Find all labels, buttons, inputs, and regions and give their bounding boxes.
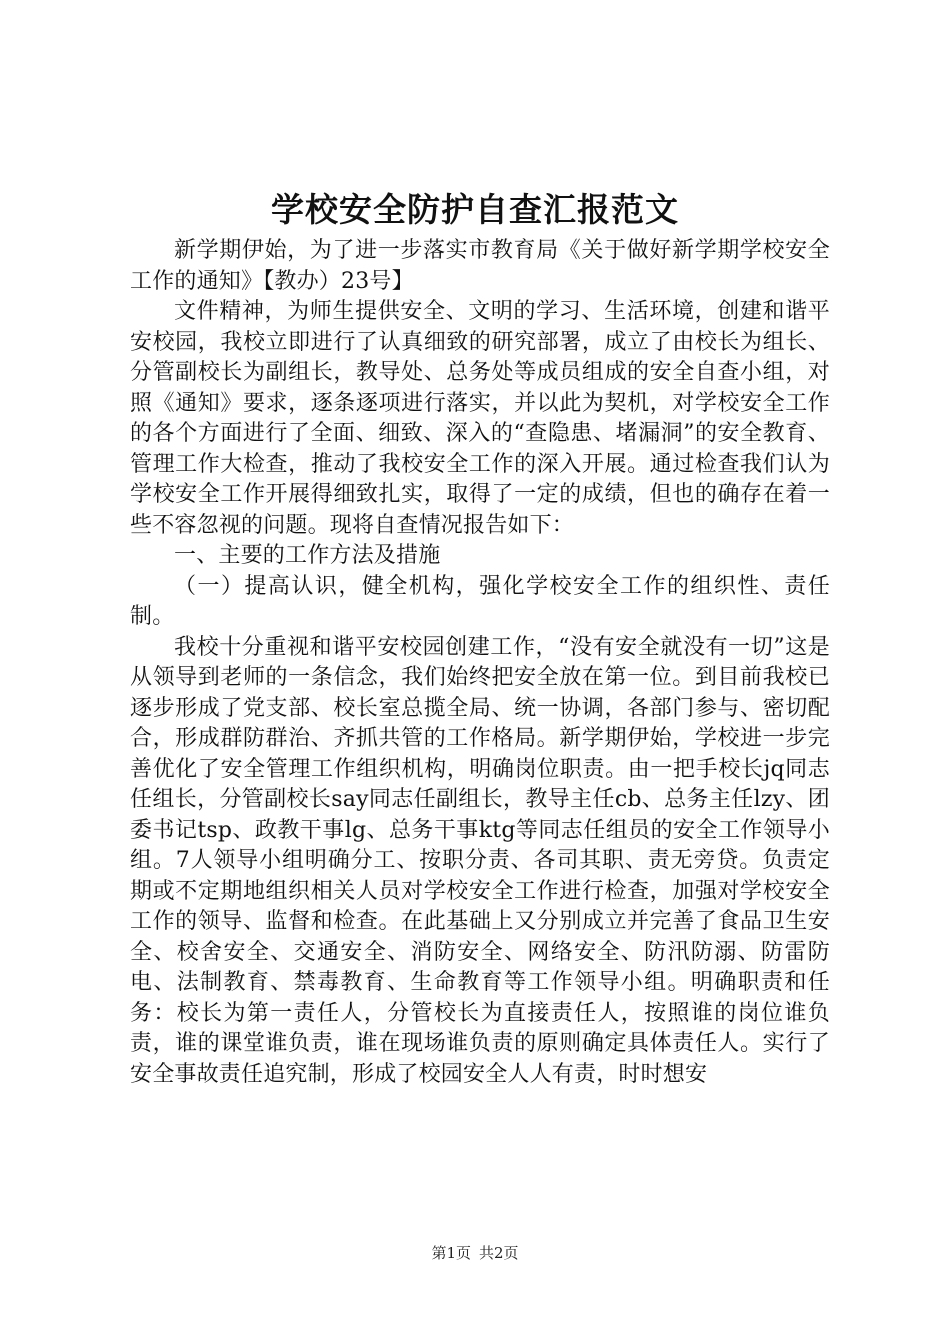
page-total: 共2页 xyxy=(479,1244,519,1262)
document-body xyxy=(130,236,830,1090)
subsection-heading: （一）提高认识，健全机构，强化学校安全工作的组织性、责任制。 xyxy=(130,573,830,629)
paragraph-background: 文件精神，为师生提供安全、文明的学习、生活环境，创建和谐平安校园，我校立即进行了认真细致的研究部署，成立了由校长为组长、分管副校长为副组长，教导处、总务处等成员组成的安全自查小组，对照《通知》要求，逐条逐项进行落实，并以此为契机，对学校安全工作的各个方面进行了全面、细致、深入的“查隐患、堵漏洞”的安全教育、管理工作大检查，推动了我校安全工作的深入开展。通过检查我们认为学校安全工作开展得细致扎实，取得了一定的成绩，但也的确存在着一些不容忽视的问题。现将自查情况报告如下： xyxy=(130,299,830,538)
paragraph-intro: 新学期伊始，为了进一步落实市教育局《关于做好新学期学校安全工作的通知》【教办）23号】 xyxy=(130,238,830,294)
page-number: 第1页 xyxy=(431,1244,471,1262)
paragraph-organization: 我校十分重视和谐平安校园创建工作，“没有安全就没有一切”这是从领导到老师的一条信念，我们始终把安全放在第一位。到目前我校已逐步形成了党支部、校长室总揽全局、统一协调，各部门参与、密切配合，形成群防群治、齐抓共管的工作格局。新学期伊始，学校进一步完善优化了安全管理工作组织机构，明确岗位职责。由一把手校长jq同志任组长，分管副校长say同志任副组长，教导主任cb、总务主任lzy、团委书记tsp、政教干事lg、总务干事ktg等同志任组员的安全工作领导小组。7人领导小组明确分工、按职分责、各司其职、责无旁贷。负责定期或不定期地组织相关人员对学校安全工作进行检查，加强对学校安全工作的领导、监督和检查。在此基础上又分别成立并完善了食品卫生安全、校舍安全、交通安全、消防安全、网络安全、防汛防溺、防雷防电、法制教育、禁毒教育、生命教育等工作领导小组。明确职责和任务：校长为第一责任人，分管校长为直接责任人，按照谁的岗位谁负责，谁的课堂谁负责，谁在现场谁负责的原则确定具体责任人。实行了安全事故责任追究制，形成了校园安全人人有责，时时想安 xyxy=(130,634,830,1087)
section-heading: 一、主要的工作方法及措施 xyxy=(174,543,441,568)
page-footer xyxy=(0,1243,950,1263)
document-title: 学校安全防护自查汇报范文 xyxy=(271,190,679,229)
